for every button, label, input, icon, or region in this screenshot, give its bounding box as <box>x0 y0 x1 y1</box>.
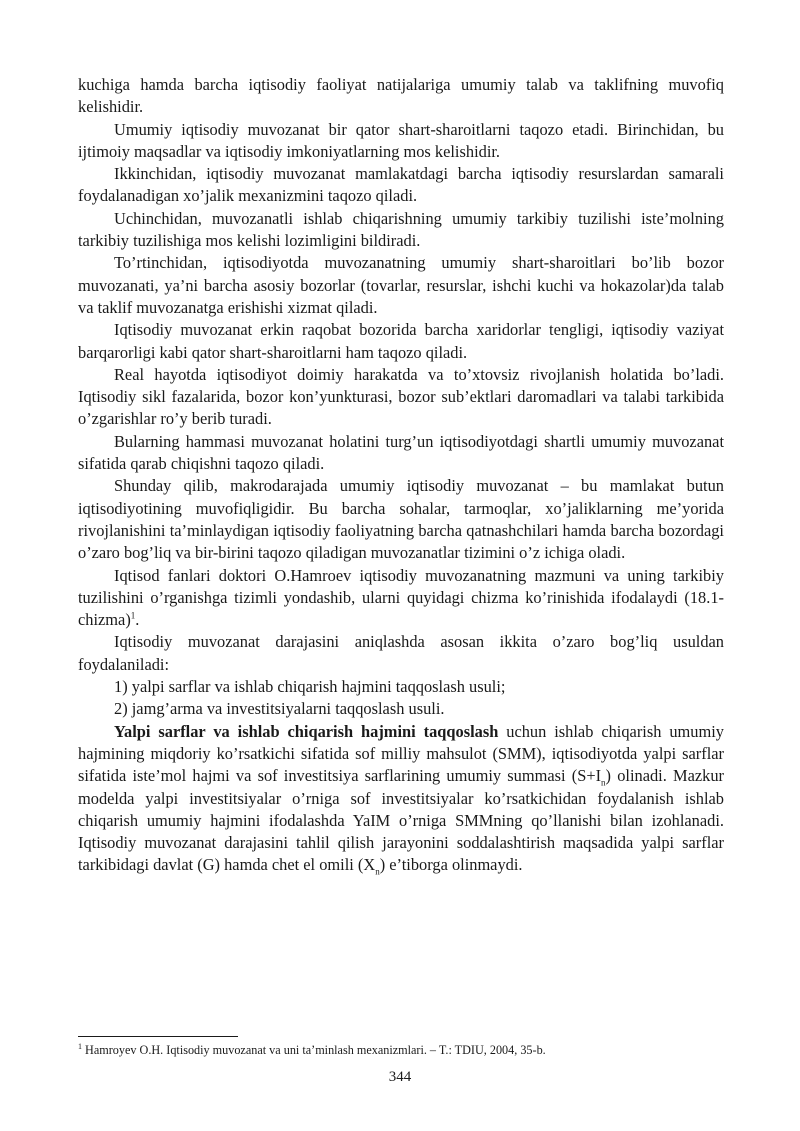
list-item: 2) jamg’arma va investitsiyalarni taqqoslash usuli. <box>114 699 445 719</box>
paragraph: Real hayotda iqtisodiyot doimiy harakatda va to’xtovsiz rivojlanish holatida bo’ladi. Iqtisodiy sikl fazalarida, bozor kon’yunkturasi, bozor sub’ektlari daromadlari va talabi tarkibida o’zgarishlar ro’y berib turadi. <box>78 364 724 429</box>
paragraph <box>78 565 724 632</box>
paragraph-text: . <box>135 610 140 630</box>
list-item: 1) yalpi sarflar va ishlab chiqarish hajmini taqqoslash usuli; <box>114 677 506 697</box>
paragraph: Umumiy iqtisodiy muvozanat bir qator shart-sharoitlarni taqozo etadi. Birinchidan, bu ijtimoiy maqsadlar va iqtisodiy imkoniyatlarning mos kelishidir. <box>78 119 724 161</box>
paragraph <box>78 721 724 877</box>
paragraph: Iqtisodiy muvozanat darajasini aniqlashda asosan ikkita o’zaro bog’liq usuldan foydalaniladi: <box>78 632 724 674</box>
paragraph: Iqtisodiy muvozanat erkin raqobat bozorida barcha xaridorlar tengligi, iqtisodiy vaziyat barqarorligi kabi qator shart-sharoitlarni ham taqozo qiladi. <box>78 320 724 362</box>
paragraph: To’rtinchidan, iqtisodiyotda muvozanatning umumiy shart-sharoitlari bo’lib bozor muvozanati, ya’ni barcha asosiy bozorlar (tovarlar, resurslar, ishchi kuchi va hokazolar)da talab va taklif muvozanatga erishishi xizmat qiladi. <box>78 253 724 317</box>
paragraph: kuchiga hamda barcha iqtisodiy faoliyat natijalariga umumiy talab va taklifning muvofiq kelishidir. <box>78 75 724 117</box>
footnote-text: Hamroyev O.H. Iqtisodiy muvozanat va uni ta’minlash mexanizmlari. – T.: TDIU, 2004, 35-b. <box>82 1043 546 1057</box>
subscript: n <box>601 777 606 788</box>
page-number: 344 <box>388 1069 412 1085</box>
paragraph-text: ) olinadi. Mazkur modelda yalpi investitsiyalar o’rniga sof investitsiyalar ko’rsatkichidan foydalanish ishlab chiqarish umumiy hajmini ifodalashda YaIM o’rniga SMMning qo’llanishi bilan izohlanadi. Iqtisodiy muvozanat darajasini tahlil qilish jarayonini soddalashtirish maqsadida yalpi sarflar tarkibidagi davlat (G) hamda chet el omili (X <box>78 766 725 875</box>
footnote-marker: 1 <box>78 1041 82 1051</box>
paragraph: Shunday qilib, makrodarajada umumiy iqtisodiy muvozanat – bu mamlakat butun iqtisodiyotining muvofiqligidir. Bu barcha sohalar, tarmoqlar, xo’jaliklarning me’yorida rivojlanishini ta’minlaydigan iqtisodiy faoliyatning barcha qatnashchilari hamda barcha bozordagi o’zaro bog’liq va bir-birini taqozo qiladigan muvozanatlar tizimini o’z ichiga oladi. <box>78 476 724 563</box>
footnote-reference: 1 <box>130 610 136 621</box>
page-body <box>78 74 724 877</box>
bold-term: Yalpi sarflar va ishlab chiqarish hajmini taqqoslash <box>114 721 499 741</box>
paragraph-text: uchun ishlab chiqarish umumiy hajmining miqdoriy ko’rsatkichi sifatida sof milliy mahsulot (SMM), iqtisodiyotda yalpi sarflar sifatida iste’mol hajmi va sof investitsiya sarflarining umumiy summasi (S+I <box>78 721 724 786</box>
paragraph: Uchinchidan, muvozanatli ishlab chiqarishning umumiy tarkibiy tuzilishi iste’molning tarkibiy tuzilishiga mos kelishi lozimligini bildiradi. <box>78 208 724 251</box>
paragraph-text: ) e’tiborga olinmaydi. <box>379 855 523 875</box>
paragraph-text: Iqtisod fanlari doktori O.Hamroev iqtisodiy muvozanatning mazmuni va uning tarkibiy tuzilishini o’rganishga tizimli yondashib, ularni quyidagi chizma ko’rinishida ifodalaydi (18.1-chizma) <box>78 565 724 630</box>
subscript: n <box>375 866 380 877</box>
footnote-divider <box>78 1036 238 1037</box>
paragraph: Bularning hammasi muvozanat holatini turg’un iqtisodiyotdagi shartli umumiy muvozanat sifatida qarab chiqishni taqozo qiladi. <box>78 431 724 474</box>
footnote <box>78 1043 724 1058</box>
paragraph: Ikkinchidan, iqtisodiy muvozanat mamlakatdagi barcha iqtisodiy resurslardan samarali foydalanadigan xo’jalik mexanizmini taqozo qiladi. <box>78 164 724 206</box>
